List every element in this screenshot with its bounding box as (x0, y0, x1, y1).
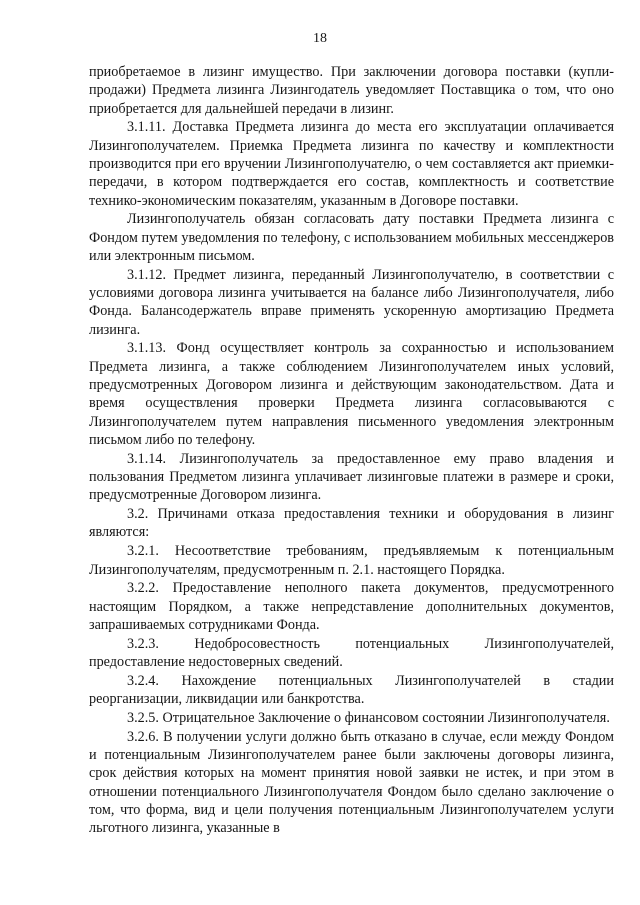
paragraph-p1: 3.1.11. Доставка Предмета лизинга до места его эксплуатации оплачивается Лизингополучателем. Приемка Предмета лизинга по качеству и комплектности производится при его вручении Лизингополучателю, о чем составляется акт приемки-передачи, в котором подтверждается его состав, комплектность и соответствие технико-экономическим показателям, указанным в Договоре поставки. (89, 119, 614, 209)
paragraph-p7: 3.2.1. Несоответствие требованиям, предъявляемым к потенциальным Лизингополучателям, предусмотренным п. 2.1. настоящего Порядка. (89, 543, 614, 578)
document-body (89, 63, 614, 837)
paragraph-p3: 3.1.12. Предмет лизинга, переданный Лизингополучателю, в соответствии с условиями договора лизинга учитывается на балансе либо Лизингополучателя, либо Фонда. Балансодержатель вправе применять ускоренную амортизацию Предмета лизинга. (89, 266, 614, 338)
paragraph-p2: Лизингополучатель обязан согласовать дату поставки Предмета лизинга с Фондом путем уведомления по телефону, с использованием мобильных мессенджеров или электронным письмом. (89, 211, 614, 264)
page-number: 18 (313, 31, 327, 46)
paragraph-p12: 3.2.6. В получении услуги должно быть отказано в случае, если между Фондом и потенциальным Лизингополучателем ранее были заключены договоры лизинга, срок действия которых на момент принятия новой заявки не истек, и при этом в отношении потенциального Лизингополучателя Фондом было сделано заключение о том, что форма, вид и цели получения потенциальным Лизингополучателем услуги льготного лизинга, указанные в (89, 728, 614, 837)
paragraph-p6: 3.2. Причинами отказа предоставления техники и оборудования в лизинг являются: (89, 506, 614, 541)
paragraph-p4: 3.1.13. Фонд осуществляет контроль за сохранностью и использованием Предмета лизинга, а также соблюдением Лизингополучателем иных условий, предусмотренных Договором лизинга и действующим законодательством. Дата и время осуществления проверки Предмета лизинга согласовываются с Лизингополучателем путем направления письменного уведомления электронным письмом либо по телефону. (89, 340, 614, 448)
paragraph-p10: 3.2.4. Нахождение потенциальных Лизингополучателей в стадии реорганизации, ликвидации или банкротства. (89, 672, 614, 708)
paragraph-p0: приобретаемое в лизинг имущество. При заключении договора поставки (купли-продажи) Предмета лизинга Лизингодатель уведомляет Поставщика о том, что оно приобретается для дальнейшей передачи в лизинг. (89, 64, 614, 117)
paragraph-p5: 3.1.14. Лизингополучатель за предоставленное ему право владения и пользования Предметом лизинга уплачивает лизинговые платежи в размере и сроки, предусмотренные Договором лизинга. (89, 450, 614, 504)
paragraph-p8: 3.2.2. Предоставление неполного пакета документов, предусмотренного настоящим Порядком, а также непредставление дополнительных документов, запрашиваемых сотрудниками Фонда. (89, 580, 614, 633)
paragraph-p11: 3.2.5. Отрицательное Заключение о финансовом состоянии Лизингополучателя. (127, 709, 610, 726)
paragraph-p9: 3.2.3. Недобросовестность потенциальных Лизингополучателей, предоставление недостоверных сведений. (89, 635, 614, 670)
